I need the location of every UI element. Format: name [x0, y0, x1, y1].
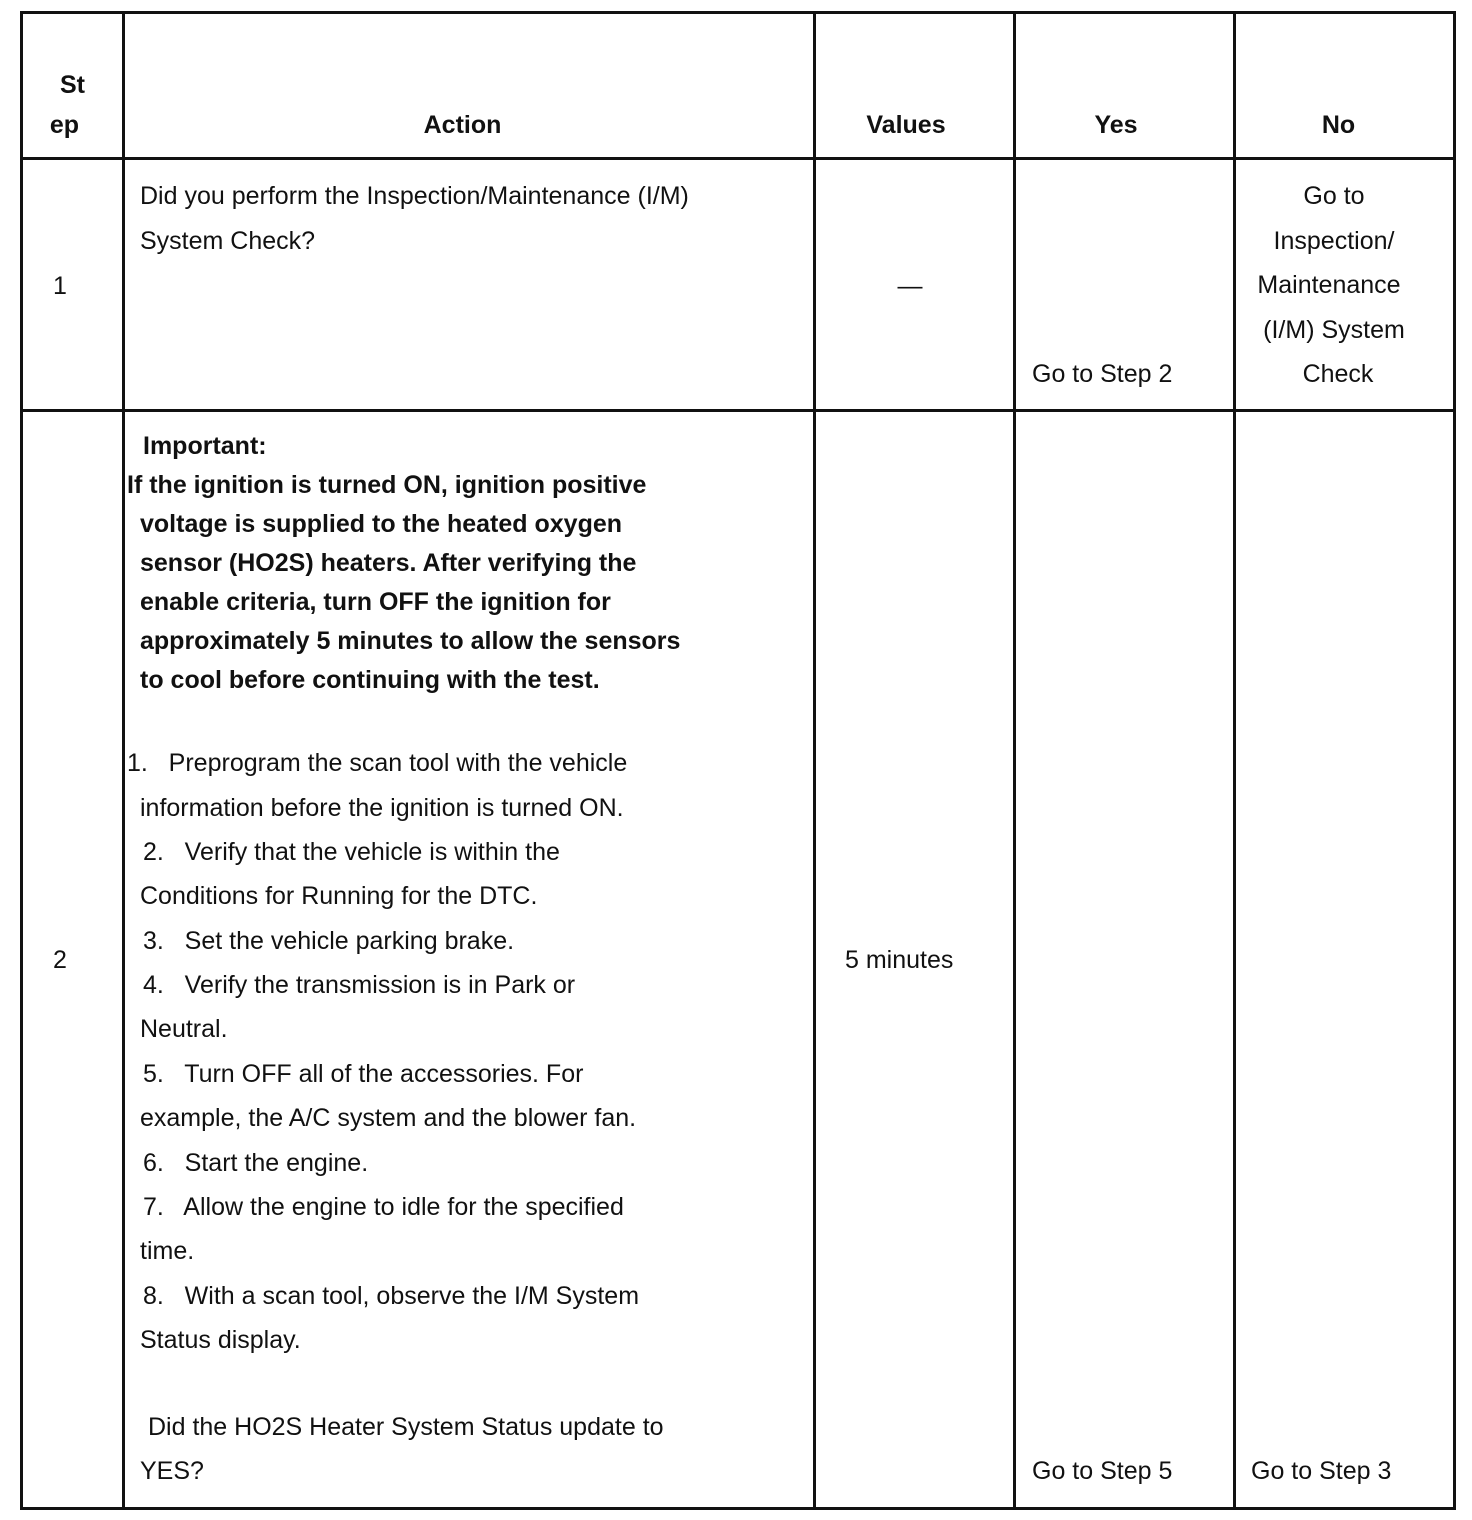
row1-action-line: Did you perform the Inspection/Maintenance (I/M) — [140, 182, 689, 210]
table-border-bottom — [20, 1507, 1456, 1510]
header-step-line1: St — [60, 71, 85, 99]
question-line: Did the HO2S Heater System Status update to — [148, 1413, 664, 1441]
col-divider-step — [122, 11, 125, 1510]
header-yes: Yes — [1094, 111, 1138, 139]
table-border-top — [20, 11, 1456, 14]
table-border-left — [20, 11, 23, 1510]
procedure-step-line: 2. Verify that the vehicle is within the — [143, 838, 560, 866]
important-line: If the ignition is turned ON, ignition positive — [127, 471, 647, 499]
row1-no-link-line[interactable]: Check — [1302, 360, 1374, 388]
header-step-line2: ep — [49, 111, 80, 139]
row1-no-link-line[interactable]: Inspection/ — [1273, 227, 1395, 255]
procedure-step-line: 7. Allow the engine to idle for the specified — [143, 1193, 624, 1221]
header-no: No — [1321, 111, 1356, 139]
procedure-step-line: 3. Set the vehicle parking brake. — [143, 927, 515, 955]
question-line: YES? — [140, 1457, 204, 1485]
important-line: voltage is supplied to the heated oxygen — [140, 510, 623, 538]
procedure-step-line: information before the ignition is turned ON. — [140, 794, 624, 822]
header-values: Values — [866, 111, 946, 139]
row1-divider — [20, 409, 1456, 412]
row1-step-number: 1 — [53, 272, 67, 300]
row1-yes-link[interactable]: Go to Step 2 — [1032, 360, 1173, 388]
row1-no-link-line[interactable]: (I/M) System — [1263, 316, 1405, 344]
procedure-step-line: Status display. — [140, 1326, 301, 1354]
important-line: enable criteria, turn OFF the ignition for — [140, 588, 611, 616]
important-line: approximately 5 minutes to allow the sensors — [140, 627, 681, 655]
row2-value: 5 minutes — [845, 946, 954, 974]
procedure-step-line: 5. Turn OFF all of the accessories. For — [143, 1060, 584, 1088]
col-divider-values — [1013, 11, 1016, 1510]
row1-no-link-line[interactable]: Maintenance — [1257, 271, 1401, 299]
header-action: Action — [423, 111, 502, 139]
procedure-step-line: Conditions for Running for the DTC. — [140, 882, 538, 910]
row1-action-line: System Check? — [140, 227, 316, 255]
procedure-step-line: 1. Preprogram the scan tool with the vehicle — [127, 749, 628, 777]
procedure-step-line: example, the A/C system and the blower fan. — [140, 1104, 637, 1132]
row2-no-link[interactable]: Go to Step 3 — [1251, 1457, 1392, 1485]
col-divider-action — [813, 11, 816, 1510]
table-border-right — [1453, 11, 1456, 1510]
procedure-step-line: time. — [140, 1237, 195, 1265]
row1-no-link-line[interactable]: Go to — [1303, 182, 1365, 210]
important-title: Important: — [143, 432, 267, 460]
header-row-divider — [20, 157, 1456, 160]
important-line: sensor (HO2S) heaters. After verifying the — [140, 549, 637, 577]
important-line: to cool before continuing with the test. — [140, 666, 600, 694]
procedure-step-line: 6. Start the engine. — [143, 1149, 369, 1177]
procedure-step-line: 8. With a scan tool, observe the I/M System — [143, 1282, 640, 1310]
procedure-step-line: Neutral. — [140, 1015, 228, 1043]
row2-step-number: 2 — [53, 946, 67, 974]
row2-yes-link[interactable]: Go to Step 5 — [1032, 1457, 1173, 1485]
procedure-step-line: 4. Verify the transmission is in Park or — [143, 971, 576, 999]
row1-value: — — [897, 272, 923, 300]
